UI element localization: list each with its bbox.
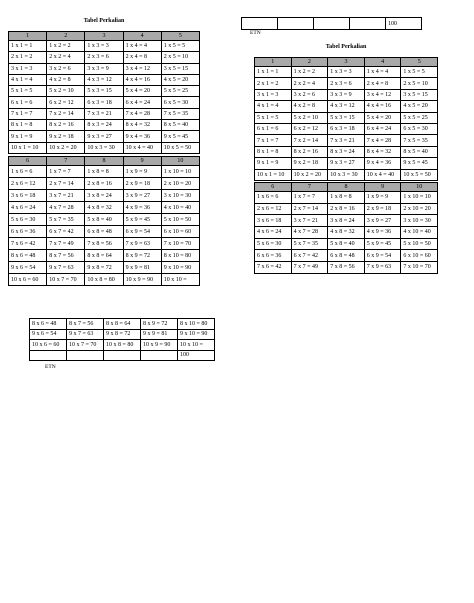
table-row	[30, 350, 215, 361]
table-cell: 10 x 6 = 60	[9, 274, 47, 286]
table-row	[255, 215, 438, 227]
table-row	[9, 250, 200, 262]
table-cell: 4 x 1 = 4	[255, 101, 292, 112]
table-header-cell: 8	[328, 183, 365, 192]
table-cell: 4 x 2 = 8	[291, 101, 328, 112]
table-cell: 5 x 10 = 50	[161, 214, 199, 226]
table-cell: 8 x 2 = 16	[47, 120, 85, 131]
table-cell: 5 x 4 = 20	[364, 112, 401, 123]
table-cell: 7 x 2 = 14	[47, 108, 85, 119]
table-cell: 8 x 7 = 56	[47, 250, 85, 262]
table-header-cell: 1	[255, 58, 292, 67]
table-row	[9, 214, 200, 226]
table-cell: 7 x 6 = 42	[255, 262, 292, 274]
top-strip-cell	[314, 18, 350, 30]
table-cell: 3 x 5 = 15	[161, 63, 199, 74]
right-top-table	[254, 57, 438, 181]
table-header-cell: 10	[401, 183, 438, 192]
table-cell: 2 x 1 = 2	[255, 78, 292, 89]
table-cell: 9 x 3 = 27	[328, 158, 365, 169]
table-cell: 7 x 8 = 56	[328, 262, 365, 274]
table-header-cell: 6	[9, 157, 47, 166]
table-cell: 3 x 9 = 27	[364, 215, 401, 227]
table-cell: 9 x 6 = 54	[30, 329, 67, 340]
table-cell: 5 x 6 = 30	[255, 238, 292, 250]
table-cell: 7 x 3 = 21	[328, 135, 365, 146]
table-cell: 4 x 9 = 36	[364, 227, 401, 239]
table-cell: 3 x 4 = 12	[123, 63, 161, 74]
table-header-cell: 5	[161, 32, 199, 41]
table-cell: 8 x 6 = 48	[30, 319, 67, 330]
table-header-cell: 3	[328, 58, 365, 67]
table-header-cell: 8	[85, 157, 123, 166]
table-cell: 9 x 7 = 63	[67, 329, 104, 340]
table-cell: 8 x 5 = 40	[161, 120, 199, 131]
table-cell: 5 x 6 = 30	[9, 214, 47, 226]
table-cell: 6 x 1 = 6	[255, 123, 292, 134]
table-cell: 6 x 5 = 30	[401, 123, 438, 134]
table-cell: 6 x 3 = 18	[85, 97, 123, 108]
table-row	[255, 78, 438, 89]
table-row	[9, 202, 200, 214]
table-cell: 5 x 3 = 15	[328, 112, 365, 123]
table-cell: 8 x 3 = 24	[85, 120, 123, 131]
table-header-cell: 1	[9, 32, 47, 41]
table-cell: 8 x 7 = 56	[67, 319, 104, 330]
table-cell: 6 x 4 = 24	[364, 123, 401, 134]
table-cell: 3 x 9 = 27	[123, 190, 161, 202]
table-cell: 10 x 4 = 40	[123, 142, 161, 153]
table-cell: 4 x 6 = 24	[255, 227, 292, 239]
table-cell: 3 x 2 = 6	[47, 63, 85, 74]
table-cell: 5 x 7 = 35	[47, 214, 85, 226]
table-cell: 6 x 3 = 18	[328, 123, 365, 134]
table-cell: 5 x 9 = 45	[123, 214, 161, 226]
table-cell: 1 x 6 = 6	[255, 192, 292, 204]
table-header-cell: 5	[401, 58, 438, 67]
table-cell: 2 x 6 = 12	[9, 178, 47, 190]
table-cell: 7 x 3 = 21	[85, 108, 123, 119]
table-cell: 6 x 2 = 12	[291, 123, 328, 134]
table-cell: 2 x 10 = 20	[161, 178, 199, 190]
table-cell: 10 x 1 = 10	[9, 142, 47, 153]
table-cell: 5 x 8 = 40	[85, 214, 123, 226]
table-cell: 1 x 7 = 7	[47, 166, 85, 178]
table-cell: 6 x 10 = 60	[161, 226, 199, 238]
table-cell: 7 x 5 = 35	[401, 135, 438, 146]
table-header-cell: 2	[291, 58, 328, 67]
table-cell: 7 x 7 = 49	[291, 262, 328, 274]
table-row	[255, 89, 438, 100]
table-cell: 1 x 5 = 5	[401, 67, 438, 78]
table-cell: 3 x 5 = 15	[401, 89, 438, 100]
table-row	[255, 192, 438, 204]
table-cell: 3 x 2 = 6	[291, 89, 328, 100]
right-sheet-title: Tabel Perkalian	[325, 44, 367, 50]
table-cell: 4 x 8 = 32	[85, 202, 123, 214]
table-header-cell: 4	[123, 32, 161, 41]
table-cell: 6 x 9 = 54	[123, 226, 161, 238]
table-cell: 4 x 1 = 4	[9, 74, 47, 85]
top-strip-cell	[278, 18, 314, 30]
table-cell: 4 x 8 = 32	[328, 227, 365, 239]
table-cell: 10 x 7 = 70	[67, 340, 104, 351]
table-row	[9, 178, 200, 190]
table-cell: 5 x 5 = 25	[161, 86, 199, 97]
table-cell: 3 x 8 = 24	[328, 215, 365, 227]
table-cell: 6 x 10 = 60	[401, 250, 438, 262]
table-row	[9, 63, 200, 74]
table-cell: 5 x 3 = 15	[85, 86, 123, 97]
table-header-cell: 10	[161, 157, 199, 166]
table-cell: 9 x 1 = 9	[255, 158, 292, 169]
table-cell: 10 x 5 = 50	[161, 142, 199, 153]
table-cell: 7 x 10 = 70	[401, 262, 438, 274]
table-cell: 7 x 9 = 63	[364, 262, 401, 274]
table-cell: 7 x 10 = 70	[161, 238, 199, 250]
table-cell: 3 x 7 = 21	[47, 190, 85, 202]
table-cell: 4 x 7 = 28	[291, 227, 328, 239]
table-cell: 2 x 5 = 10	[401, 78, 438, 89]
table-cell: 4 x 7 = 28	[47, 202, 85, 214]
table-cell: 3 x 10 = 30	[401, 215, 438, 227]
table-row	[9, 262, 200, 274]
table-row	[9, 190, 200, 202]
top-strip-cell	[350, 18, 386, 30]
table-cell: 6 x 8 = 48	[85, 226, 123, 238]
table-cell: 10 x 7 = 70	[47, 274, 85, 286]
table-cell: 2 x 6 = 12	[255, 203, 292, 215]
table-cell: 4 x 4 = 16	[123, 74, 161, 85]
table-row	[255, 203, 438, 215]
table-cell: 8 x 9 = 72	[123, 250, 161, 262]
table-cell: 9 x 5 = 45	[161, 131, 199, 142]
table-cell: 4 x 2 = 8	[47, 74, 85, 85]
table-header-cell: 4	[364, 58, 401, 67]
table-cell: 2 x 2 = 4	[291, 78, 328, 89]
table-cell: 3 x 1 = 3	[255, 89, 292, 100]
table-cell: 9 x 1 = 9	[9, 131, 47, 142]
table-cell: 1 x 9 = 9	[123, 166, 161, 178]
table-row	[9, 74, 200, 85]
left-top-table	[8, 31, 200, 154]
table-row	[9, 52, 200, 63]
table-cell: 8 x 4 = 32	[123, 120, 161, 131]
table-cell: 4 x 10 = 40	[161, 202, 199, 214]
table-header-cell: 3	[85, 32, 123, 41]
table-cell: 1 x 8 = 8	[85, 166, 123, 178]
table-cell: 3 x 3 = 9	[328, 89, 365, 100]
table-header-cell: 9	[123, 157, 161, 166]
table-cell: 1 x 2 = 2	[47, 41, 85, 52]
table-row	[9, 238, 200, 250]
table-cell: 2 x 9 = 18	[123, 178, 161, 190]
table-cell	[104, 350, 141, 361]
table-cell: 2 x 1 = 2	[9, 52, 47, 63]
table-cell: 3 x 10 = 30	[161, 190, 199, 202]
left-sheet-title: Tabel Perkalian	[83, 18, 125, 24]
table-cell: 8 x 4 = 32	[364, 146, 401, 157]
table-cell: 2 x 3 = 6	[328, 78, 365, 89]
table-cell: 6 x 1 = 6	[9, 97, 47, 108]
table-row	[9, 120, 200, 131]
table-row	[9, 41, 200, 52]
table-cell: 8 x 8 = 64	[85, 250, 123, 262]
table-cell: 10 x 8 = 80	[85, 274, 123, 286]
table-cell: 9 x 9 = 81	[141, 329, 178, 340]
table-cell: 8 x 10 = 80	[178, 319, 215, 330]
table-cell: 1 x 6 = 6	[9, 166, 47, 178]
table-cell: 5 x 1 = 5	[255, 112, 292, 123]
table-cell: 8 x 1 = 8	[255, 146, 292, 157]
table-cell: 10 x 9 = 90	[141, 340, 178, 351]
table-cell: 8 x 1 = 8	[9, 120, 47, 131]
table-row	[9, 166, 200, 178]
table-cell: 3 x 4 = 12	[364, 89, 401, 100]
table-row	[9, 86, 200, 97]
table-cell: 4 x 5 = 20	[161, 74, 199, 85]
table-header-row	[255, 183, 438, 192]
table-cell: 2 x 9 = 18	[364, 203, 401, 215]
right-etn-label: ETN	[250, 30, 261, 36]
table-cell: 10 x 10 =	[161, 274, 199, 286]
right-bottom-table	[254, 182, 438, 274]
table-cell: 1 x 2 = 2	[291, 67, 328, 78]
right-top-strip	[241, 17, 422, 30]
table-cell: 1 x 10 = 10	[401, 192, 438, 204]
table-row	[255, 112, 438, 123]
table-cell: 4 x 9 = 36	[123, 202, 161, 214]
table-row	[255, 158, 438, 169]
table-cell: 3 x 7 = 21	[291, 215, 328, 227]
table-cell: 4 x 10 = 40	[401, 227, 438, 239]
table-cell: 2 x 5 = 10	[161, 52, 199, 63]
table-cell: 5 x 9 = 45	[364, 238, 401, 250]
table-cell: 8 x 10 = 80	[161, 250, 199, 262]
table-header-cell: 7	[47, 157, 85, 166]
table-cell: 6 x 6 = 36	[255, 250, 292, 262]
table-cell: 4 x 3 = 12	[328, 101, 365, 112]
table-cell: 1 x 4 = 4	[364, 67, 401, 78]
table-cell: 10 x 2 = 20	[291, 169, 328, 180]
table-cell: 2 x 3 = 6	[85, 52, 123, 63]
table-cell: 2 x 2 = 4	[47, 52, 85, 63]
table-cell: 7 x 5 = 35	[161, 108, 199, 119]
table-row	[9, 131, 200, 142]
table-header-cell: 7	[291, 183, 328, 192]
table-row	[30, 329, 215, 340]
table-cell: 1 x 1 = 1	[255, 67, 292, 78]
table-cell: 5 x 7 = 35	[291, 238, 328, 250]
table-cell: 1 x 9 = 9	[364, 192, 401, 204]
table-cell: 8 x 3 = 24	[328, 146, 365, 157]
table-row	[9, 142, 200, 153]
table-cell: 9 x 2 = 18	[291, 158, 328, 169]
table-cell: 9 x 8 = 72	[85, 262, 123, 274]
table-cell: 5 x 10 = 50	[401, 238, 438, 250]
table-cell	[67, 350, 104, 361]
table-cell: 6 x 7 = 42	[291, 250, 328, 262]
table-row	[255, 146, 438, 157]
table-cell: 1 x 7 = 7	[291, 192, 328, 204]
top-strip-cell	[242, 18, 278, 30]
table-cell: 9 x 10 = 90	[178, 329, 215, 340]
table-cell: 9 x 4 = 36	[123, 131, 161, 142]
table-cell: 8 x 6 = 48	[9, 250, 47, 262]
table-cell: 9 x 10 = 90	[161, 262, 199, 274]
table-cell: 3 x 6 = 18	[255, 215, 292, 227]
table-cell: 10 x 8 = 80	[104, 340, 141, 351]
table-cell: 4 x 3 = 12	[85, 74, 123, 85]
table-cell: 2 x 4 = 8	[364, 78, 401, 89]
table-row	[9, 274, 200, 286]
table-cell: 3 x 8 = 24	[85, 190, 123, 202]
table-cell: 2 x 8 = 16	[328, 203, 365, 215]
table-cell: 1 x 4 = 4	[123, 41, 161, 52]
table-cell: 2 x 8 = 16	[85, 178, 123, 190]
table-cell: 1 x 1 = 1	[9, 41, 47, 52]
table-cell: 9 x 7 = 63	[47, 262, 85, 274]
left-bottom-table	[8, 156, 200, 286]
table-cell: 6 x 5 = 30	[161, 97, 199, 108]
table-cell	[30, 350, 67, 361]
table-cell: 6 x 6 = 36	[9, 226, 47, 238]
table-cell	[141, 350, 178, 361]
table-cell: 3 x 6 = 18	[9, 190, 47, 202]
top-strip-cell: 100	[386, 18, 422, 30]
table-cell: 9 x 9 = 81	[123, 262, 161, 274]
table-row	[255, 169, 438, 180]
table-cell: 9 x 6 = 54	[9, 262, 47, 274]
table-cell: 10 x 2 = 20	[47, 142, 85, 153]
table-cell: 10 x 3 = 30	[85, 142, 123, 153]
table-cell: 7 x 7 = 49	[47, 238, 85, 250]
table-row	[255, 67, 438, 78]
table-header-row	[255, 58, 438, 67]
table-cell: 6 x 8 = 48	[328, 250, 365, 262]
table-cell: 5 x 2 = 10	[47, 86, 85, 97]
table-cell: 7 x 6 = 42	[9, 238, 47, 250]
table-cell: 9 x 3 = 27	[85, 131, 123, 142]
table-cell: 5 x 2 = 10	[291, 112, 328, 123]
table-cell: 2 x 7 = 14	[47, 178, 85, 190]
table-cell: 5 x 4 = 20	[123, 86, 161, 97]
table-cell: 9 x 4 = 36	[364, 158, 401, 169]
table-cell: 2 x 7 = 14	[291, 203, 328, 215]
table-row	[255, 238, 438, 250]
table-cell: 4 x 4 = 16	[364, 101, 401, 112]
table-row	[255, 227, 438, 239]
table-cell: 1 x 8 = 8	[328, 192, 365, 204]
table-header-row	[9, 32, 200, 41]
table-cell: 7 x 2 = 14	[291, 135, 328, 146]
table-cell: 8 x 2 = 16	[291, 146, 328, 157]
table-row	[30, 340, 215, 351]
table-row	[255, 123, 438, 134]
table-row	[9, 97, 200, 108]
table-cell: 7 x 4 = 28	[123, 108, 161, 119]
table-row	[9, 108, 200, 119]
table-cell: 10 x 1 = 10	[255, 169, 292, 180]
table-cell: 10 x 6 = 60	[30, 340, 67, 351]
continuation-table	[29, 318, 215, 361]
table-cell: 6 x 7 = 42	[47, 226, 85, 238]
table-cell: 5 x 1 = 5	[9, 86, 47, 97]
table-cell: 1 x 5 = 5	[161, 41, 199, 52]
table-cell: 10 x 9 = 90	[123, 274, 161, 286]
table-cell: 5 x 5 = 25	[401, 112, 438, 123]
table-cell: 7 x 9 = 63	[123, 238, 161, 250]
table-row	[255, 135, 438, 146]
table-cell: 5 x 8 = 40	[328, 238, 365, 250]
table-cell: 3 x 3 = 9	[85, 63, 123, 74]
table-cell: 7 x 1 = 7	[255, 135, 292, 146]
table-row	[9, 226, 200, 238]
table-cell: 10 x 3 = 30	[328, 169, 365, 180]
table-cell: 10 x 5 = 50	[401, 169, 438, 180]
table-cell: 10 x 4 = 40	[364, 169, 401, 180]
table-cell: 9 x 5 = 45	[401, 158, 438, 169]
table-cell: 8 x 5 = 40	[401, 146, 438, 157]
table-cell: 2 x 10 = 20	[401, 203, 438, 215]
table-cell: 1 x 3 = 3	[328, 67, 365, 78]
table-header-cell: 6	[255, 183, 292, 192]
table-cell: 1 x 10 = 10	[161, 166, 199, 178]
table-row	[255, 250, 438, 262]
table-cell: 1 x 3 = 3	[85, 41, 123, 52]
table-cell: 9 x 8 = 72	[104, 329, 141, 340]
table-cell: 100	[178, 350, 215, 361]
table-header-cell: 9	[364, 183, 401, 192]
table-cell: 6 x 4 = 24	[123, 97, 161, 108]
table-cell: 7 x 4 = 28	[364, 135, 401, 146]
table-cell: 8 x 8 = 64	[104, 319, 141, 330]
table-cell: 7 x 8 = 56	[85, 238, 123, 250]
table-cell: 10 x 10 =	[178, 340, 215, 351]
table-cell: 6 x 9 = 54	[364, 250, 401, 262]
table-cell: 4 x 5 = 20	[401, 101, 438, 112]
table-cell: 9 x 2 = 18	[47, 131, 85, 142]
table-row	[255, 262, 438, 274]
table-cell: 7 x 1 = 7	[9, 108, 47, 119]
table-row	[255, 101, 438, 112]
table-header-row	[9, 157, 200, 166]
table-cell: 4 x 6 = 24	[9, 202, 47, 214]
table-row	[30, 319, 215, 330]
table-cell: 8 x 9 = 72	[141, 319, 178, 330]
table-cell: 6 x 2 = 12	[47, 97, 85, 108]
table-cell: 2 x 4 = 8	[123, 52, 161, 63]
table-header-cell: 2	[47, 32, 85, 41]
table-cell: 3 x 1 = 3	[9, 63, 47, 74]
continuation-etn-label: ETN	[45, 364, 56, 370]
